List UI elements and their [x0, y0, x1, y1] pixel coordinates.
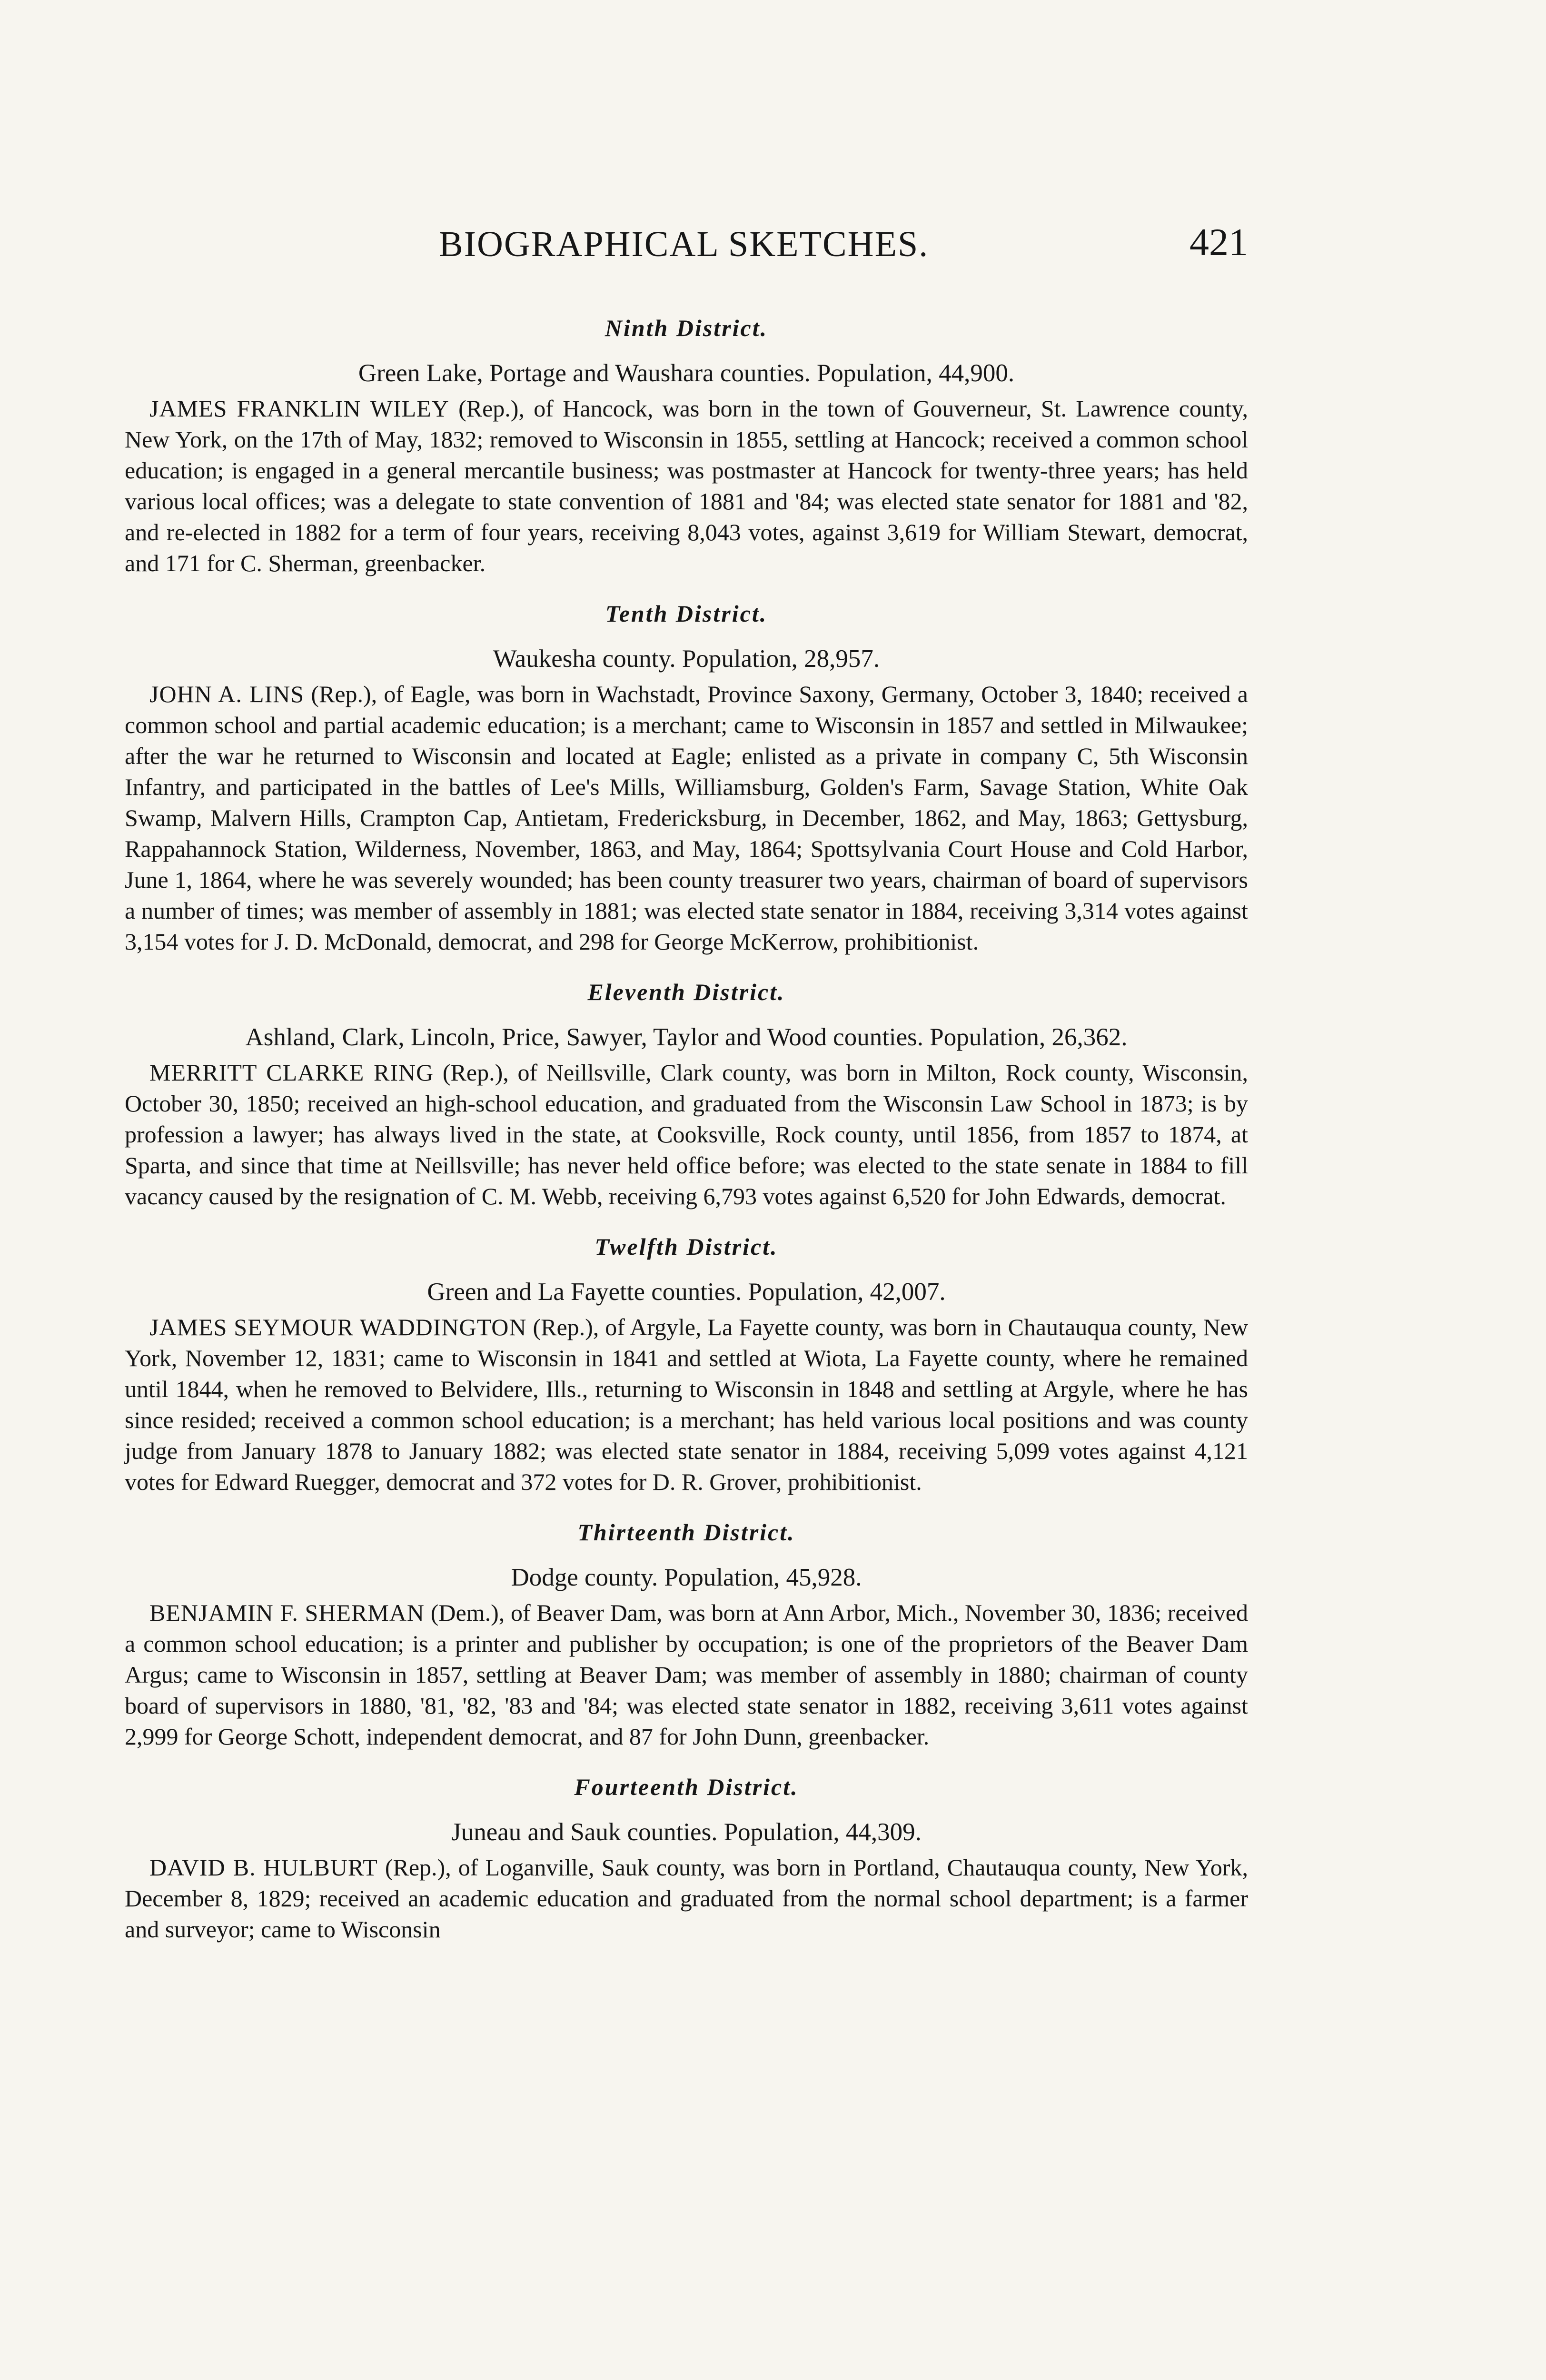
page-number: 421 [1189, 220, 1248, 264]
biography-text: (Dem.), of Beaver Dam, was born at Ann Arbor, Mich., November 30, 1836; received a common school education; is a printer and publisher by occupation; is one of the proprietors of the Beaver Dam Argus; came to Wisconsin in 1857, settling at Beaver Dam; was member of assembly in 1880; chairman of county board of supervisors in 1880, '81, '82, '83 and '84; was elected state senator in 1882, receiving 3,611 votes against 2,999 for George Schott, independent democrat, and 87 for John Dunn, greenbacker. [125, 1599, 1248, 1750]
district-section [125, 1233, 1248, 1497]
senator-name: JAMES FRANKLIN WILEY [149, 395, 449, 422]
senator-name: JAMES SEYMOUR WADDINGTON [149, 1314, 527, 1340]
district-subtitle: Waukesha county. Population, 28,957. [493, 645, 880, 673]
page-body [125, 314, 1248, 1966]
biography-paragraph [125, 393, 1248, 579]
senator-name: JOHN A. LINS [149, 681, 305, 707]
district-subtitle: Green and La Fayette counties. Population, 42,007. [427, 1278, 946, 1306]
senator-name: DAVID B. HULBURT [149, 1854, 378, 1881]
district-title: Twelfth District. [595, 1233, 778, 1260]
biography-paragraph [125, 1312, 1248, 1497]
district-section [125, 1518, 1248, 1752]
district-title: Ninth District. [605, 315, 768, 341]
district-section [125, 978, 1248, 1212]
biography-text: (Rep.), of Loganville, Sauk county, was born in Portland, Chautauqua county, New York, December 8, 1829; received an academic education and graduated from the normal school department; is a farmer and surveyor; came to Wisconsin [125, 1854, 1248, 1943]
district-title: Tenth District. [605, 600, 768, 627]
senator-name: MERRITT CLARKE RING [149, 1059, 434, 1086]
district-section [125, 1773, 1248, 1945]
district-title: Eleventh District. [587, 979, 785, 1005]
biography-text: (Rep.), of Hancock, was born in the town of Gouverneur, St. Lawrence county, New York, on the 17th of May, 1832; removed to Wisconsin in 1855, settling at Hancock; received a common school education; is engaged in a general mercantile business; was postmaster at Hancock for twenty-three years; has held various local offices; was a delegate to state convention of 1881 and '84; was elected state senator for 1881 and '82, and re-elected in 1882 for a term of four years, receiving 8,043 votes, against 3,619 for William Stewart, democrat, and 171 for C. Sherman, greenbacker. [125, 395, 1248, 576]
senator-name: BENJAMIN F. SHERMAN [149, 1599, 425, 1626]
biography-paragraph [125, 1852, 1248, 1945]
biography-paragraph [125, 1597, 1248, 1752]
district-section [125, 600, 1248, 957]
running-head [125, 220, 1248, 276]
biography-paragraph [125, 1057, 1248, 1212]
biography-text: (Rep.), of Neillsville, Clark county, was born in Milton, Rock county, Wisconsin, October 30, 1850; received an high-school education, and graduated from the Wisconsin Law School in 1873; is by profession a lawyer; has always lived in the state, at Cooksville, Rock county, until 1856, from 1857 to 1874, at Sparta, and since that time at Neillsville; has never held office before; was elected to the state senate in 1884 to fill vacancy caused by the resignation of C. M. Webb, receiving 6,793 votes against 6,520 for John Edwards, democrat. [125, 1059, 1248, 1210]
district-subtitle: Dodge county. Population, 45,928. [511, 1564, 862, 1591]
district-section [125, 314, 1248, 579]
district-subtitle: Green Lake, Portage and Waushara counties. Population, 44,900. [358, 359, 1015, 387]
district-title: Thirteenth District. [577, 1519, 795, 1546]
district-subtitle: Ashland, Clark, Lincoln, Price, Sawyer, Taylor and Wood counties. Population, 26,362. [245, 1023, 1128, 1051]
biography-text: (Rep.), of Argyle, La Fayette county, was born in Chautauqua county, New York, November 12, 1831; came to Wisconsin in 1841 and settled at Wiota, La Fayette county, where he remained until 1844, when he removed to Belvidere, Ills., returning to Wisconsin in 1848 and settling at Argyle, where he has since resided; received a common school education; is a merchant; has held various local positions and was county judge from January 1878 to January 1882; was elected state senator in 1884, receiving 5,099 votes against 4,121 votes for Edward Ruegger, democrat and 372 votes for D. R. Grover, prohibitionist. [125, 1314, 1249, 1495]
biography-paragraph [125, 679, 1248, 957]
biography-text: (Rep.), of Eagle, was born in Wachstadt, Province Saxony, Germany, October 3, 1840; received a common school and partial academic education; is a merchant; came to Wisconsin in 1857 and settled in Milwaukee; after the war he returned to Wisconsin and located at Eagle; enlisted as a private in company C, 5th Wisconsin Infantry, and participated in the battles of Lee's Mills, Williamsburg, Golden's Farm, Savage Station, White Oak Swamp, Malvern Hills, Crampton Cap, Antietam, Fredericksburg, in December, 1862, and May, 1863; Gettysburg, Rappahannock Station, Wilderness, November, 1863, and May, 1864; Spottsylvania Court House and Cold Harbor, June 1, 1864, where he was severely wounded; has been county treasurer two years, chairman of board of supervisors a number of times; was member of assembly in 1881; was elected state senator in 1884, receiving 3,314 votes against 3,154 votes for J. D. McDonald, democrat, and 298 for George McKerrow, prohibitionist. [125, 681, 1248, 955]
district-subtitle: Juneau and Sauk counties. Population, 44,309. [451, 1818, 922, 1846]
running-title: BIOGRAPHICAL SKETCHES. [439, 224, 929, 264]
district-title: Fourteenth District. [574, 1774, 799, 1800]
